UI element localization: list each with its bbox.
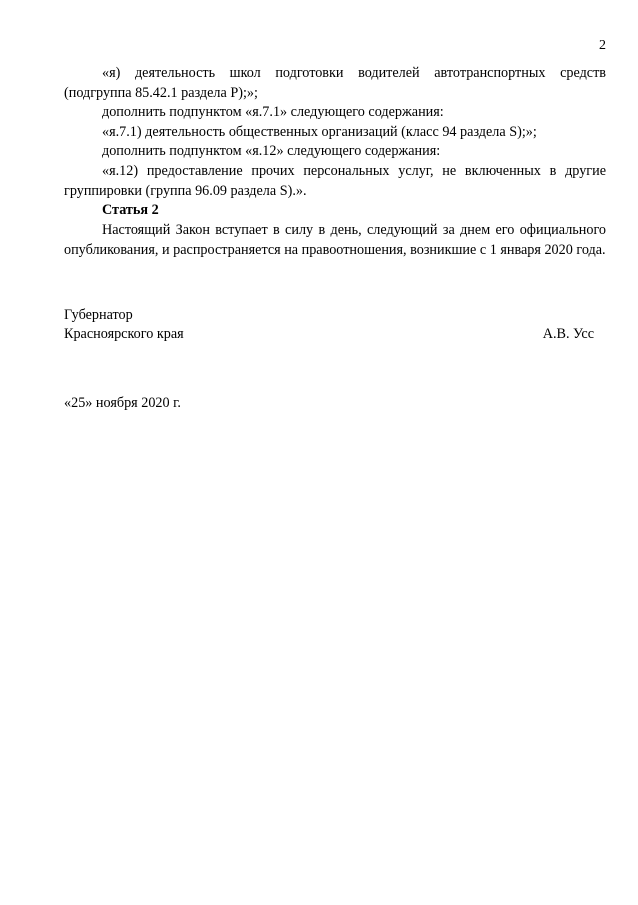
signing-date: «25» ноября 2020 г. — [64, 395, 181, 411]
paragraph-add-ya-7-1: дополнить подпунктом «я.7.1» следующего содержания: — [102, 104, 444, 121]
paragraph-add-ya-12: дополнить подпунктом «я.12» следующего содержания: — [102, 143, 441, 160]
article-text: Настоящий Закон вступает в силу в день, следующий за днем его официального опубликования, и распространяется на правоотношения, возникшие с 1 января 2020 года. — [64, 222, 606, 258]
page-number: 2 — [599, 38, 606, 53]
article-heading: Статья 2 — [102, 202, 159, 218]
paragraph-ya-12: «я.12) предоставление прочих персональных услуг, не включенных в другие группировки (группа 96.09 раздела S).». — [64, 162, 606, 199]
amendment-text — [64, 64, 606, 201]
signatory-title-line2: Красноярского края — [64, 326, 184, 342]
paragraph-ya-7-1: «я.7.1) деятельность общественных организаций (класс 94 раздела S);»; — [102, 123, 537, 140]
signatory-name: А.В. Усс — [542, 326, 594, 342]
article-body — [64, 221, 606, 260]
paragraph-ya: «я) деятельность школ подготовки водителей автотранспортных средств (подгруппа 85.42.1 раздела P);»; — [64, 65, 606, 101]
signatory-title-line1: Губернатор — [64, 307, 133, 323]
